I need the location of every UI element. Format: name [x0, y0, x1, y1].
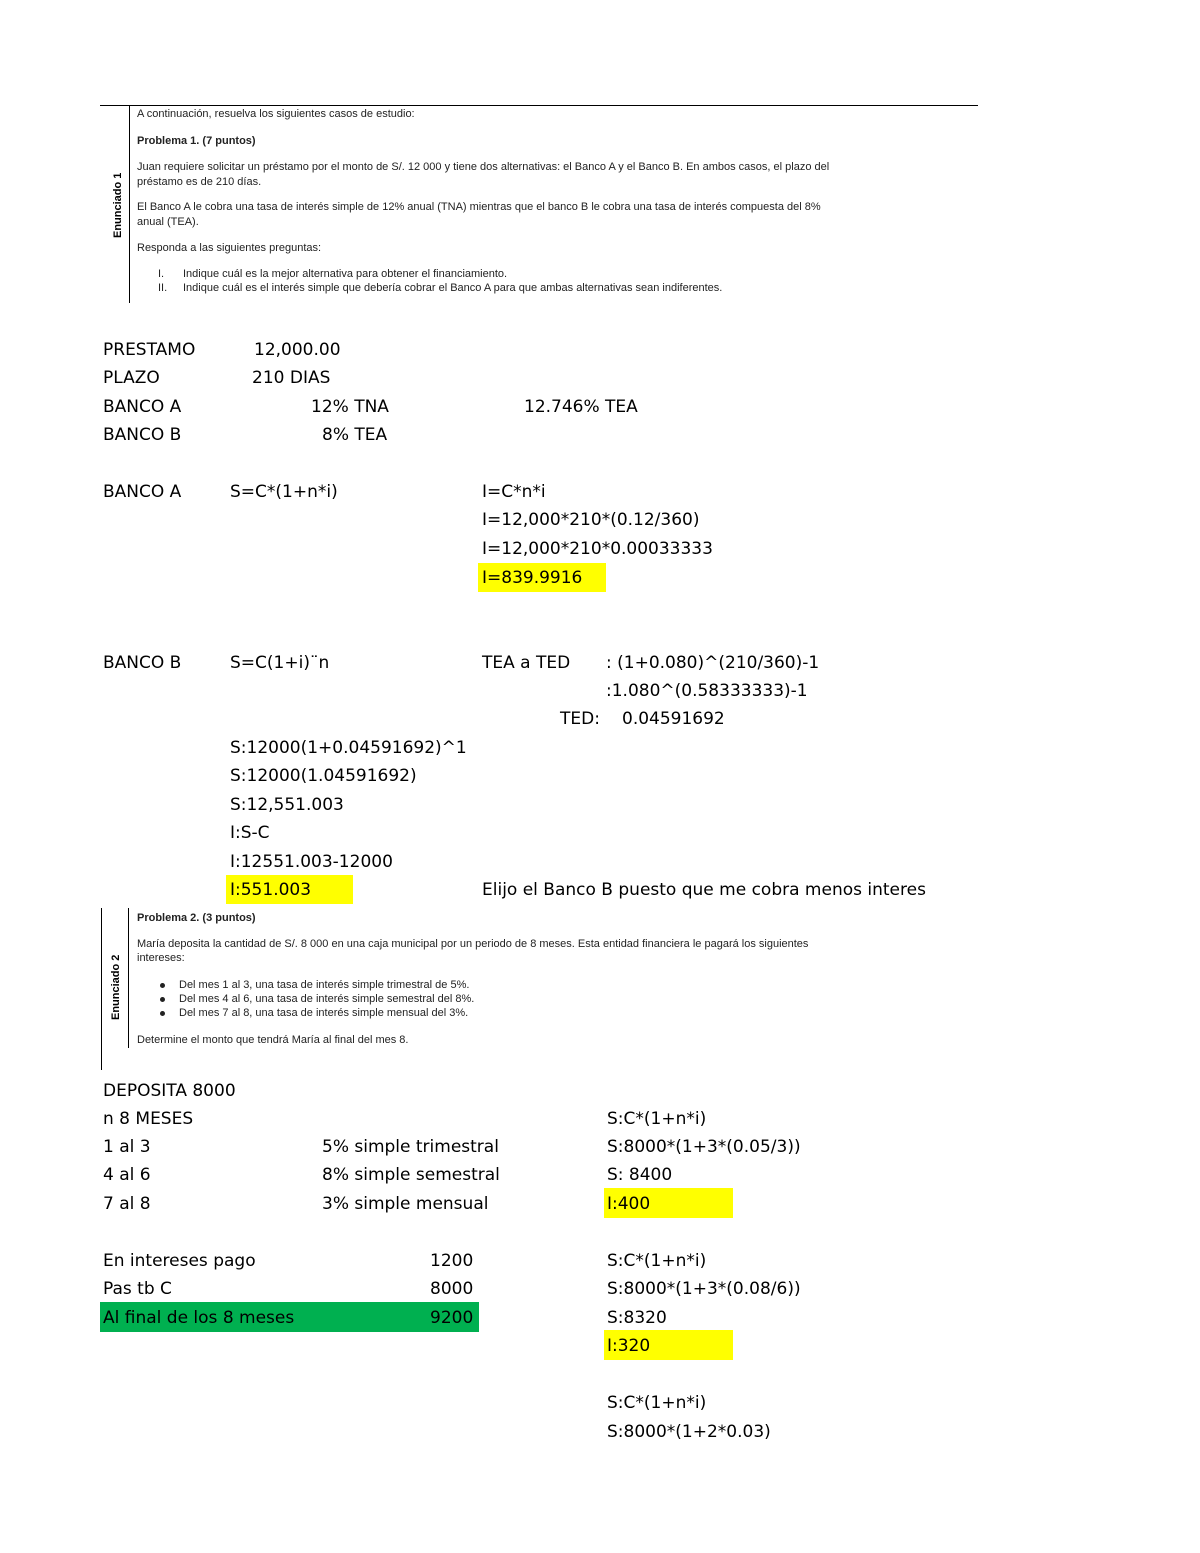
banco-a-label: BANCO A [103, 397, 182, 417]
problem2-inner-rule [128, 908, 129, 1048]
conclusion-text: Elijo el Banco B puesto que me cobra menos interes [482, 880, 926, 900]
summary-value: 1200 [430, 1251, 474, 1271]
prestamo-value: 12,000.00 [254, 340, 341, 360]
prestamo-label: PRESTAMO [103, 340, 196, 360]
rate-description: 3% simple mensual [322, 1194, 489, 1214]
summary-label: Pas tb C [103, 1279, 172, 1299]
banco-b-label: BANCO B [103, 425, 182, 445]
calc-formula: S:C*(1+n*i) [607, 1109, 707, 1129]
bullet-icon [160, 997, 165, 1002]
tea-ted-step: :1.080^(0.58333333)-1 [606, 681, 808, 701]
problem1-text-line: Juan requiere solicitar un préstamo por el monto de S/. 12 000 y tiene dos alternativas: el Banco A y el Banco B. En ambos casos, el plazo del [137, 161, 830, 173]
problem2-bullet-item [160, 978, 469, 992]
summary-label: En intereses pago [103, 1251, 256, 1271]
banco-b-step: I:S-C [230, 823, 270, 843]
calc-result: I:320 [607, 1336, 651, 1356]
rate-period: 4 al 6 [103, 1165, 151, 1185]
rate-description: 5% simple trimestral [322, 1137, 499, 1157]
bullet-icon [160, 983, 165, 988]
ted-value: 0.04591692 [622, 709, 725, 729]
problem2-text-line: María deposita la cantidad de S/. 8 000 en una caja municipal por un periodo de 8 meses. Esta entidad financiera le pagará los siguientes [137, 938, 809, 950]
plazo-value: 210 DIAS [252, 368, 331, 388]
problem2-left-rule [101, 908, 102, 1070]
banco-b-step: S:12000(1+0.04591692)^1 [230, 738, 467, 758]
tea-ted-step: : (1+0.080)^(210/360)-1 [606, 653, 820, 673]
banco-b-calc-label: BANCO B [103, 653, 182, 673]
banco-b-step: I:12551.003-12000 [230, 852, 393, 872]
banco-a-formula: S=C*(1+n*i) [230, 482, 338, 502]
problem1-question: Indique cuál es la mejor alternativa para obtener el financiamiento. [183, 268, 508, 280]
problem1-title: Problema 1. (7 puntos) [137, 135, 256, 147]
problem1-side-label: Enunciado 1 [112, 172, 124, 238]
banco-b-result: I:551.003 [230, 880, 312, 900]
deposit-amount: DEPOSITA 8000 [103, 1081, 236, 1101]
problem2-bullet-item [160, 992, 474, 1006]
problem1-question: Indique cuál es el interés simple que debería cobrar el Banco A para que ambas alternativas sean indiferentes. [183, 282, 723, 294]
calc-step: S:8000*(1+3*(0.08/6)) [607, 1279, 801, 1299]
calc-result: I:400 [607, 1194, 651, 1214]
problem1-text-line: anual (TEA). [137, 216, 199, 228]
calc-step: S:8000*(1+2*0.03) [607, 1422, 771, 1442]
bullet-text: Del mes 4 al 6, una tasa de interés simple semestral del 8%. [179, 993, 475, 1005]
problem2-side-label: Enunciado 2 [110, 954, 122, 1020]
banco-a-result: I=839.9916 [482, 568, 583, 588]
rate-description: 8% simple semestral [322, 1165, 500, 1185]
banco-b-step: S:12,551.003 [230, 795, 344, 815]
problem1-question-number: II. [158, 282, 168, 294]
rate-period: 1 al 3 [103, 1137, 151, 1157]
banco-a-step: I=C*n*i [482, 482, 546, 502]
banco-a-calc-label: BANCO A [103, 482, 182, 502]
rate-period: 7 al 8 [103, 1194, 151, 1214]
summary-value: 8000 [430, 1279, 474, 1299]
problem1-text-line: El Banco A le cobra una tasa de interés simple de 12% anual (TNA) mientras que el banco B le cobra una tasa de interés compuesta del 8% [137, 201, 821, 213]
banco-a-step: I=12,000*210*(0.12/360) [482, 510, 700, 530]
calc-step: S:8320 [607, 1308, 667, 1328]
problem1-ask: Responda a las siguientes preguntas: [137, 242, 322, 254]
problem1-question-number: I. [158, 268, 165, 280]
problem2-bullet-item [160, 1006, 468, 1020]
banco-a-rate: 12% TNA [311, 397, 389, 417]
problem2-title: Problema 2. (3 puntos) [137, 912, 256, 924]
calc-step: S: 8400 [607, 1165, 673, 1185]
plazo-label: PLAZO [103, 368, 160, 388]
problem2-ask: Determine el monto que tendrá María al final del mes 8. [137, 1034, 409, 1046]
tea-ted-label: TEA a TED [482, 653, 571, 673]
banco-a-tea: 12.746% TEA [524, 397, 638, 417]
banco-b-rate: 8% TEA [322, 425, 388, 445]
calc-formula: S:C*(1+n*i) [607, 1251, 707, 1271]
problem1-text-line: préstamo es de 210 días. [137, 176, 262, 188]
bullet-text: Del mes 1 al 3, una tasa de interés simple trimestral de 5%. [179, 979, 470, 991]
calc-step: S:8000*(1+3*(0.05/3)) [607, 1137, 801, 1157]
final-total-value: 9200 [430, 1308, 474, 1328]
bullet-icon [160, 1011, 165, 1016]
problem1-left-rule [129, 105, 130, 303]
calc-formula: S:C*(1+n*i) [607, 1393, 707, 1413]
problem1-top-rule [100, 105, 978, 106]
banco-a-step: I=12,000*210*0.00033333 [482, 539, 713, 559]
banco-b-step: S:12000(1.04591692) [230, 766, 417, 786]
banco-b-formula: S=C(1+i)¨n [230, 653, 330, 673]
problem2-text-line: intereses: [137, 952, 185, 964]
period-months: n 8 MESES [103, 1109, 194, 1129]
ted-label: TED: [560, 709, 600, 729]
problem1-intro: A continuación, resuelva los siguientes casos de estudio: [137, 108, 415, 120]
bullet-text: Del mes 7 al 8, una tasa de interés simple mensual del 3%. [179, 1007, 469, 1019]
final-total-label: Al final de los 8 meses [103, 1308, 295, 1328]
